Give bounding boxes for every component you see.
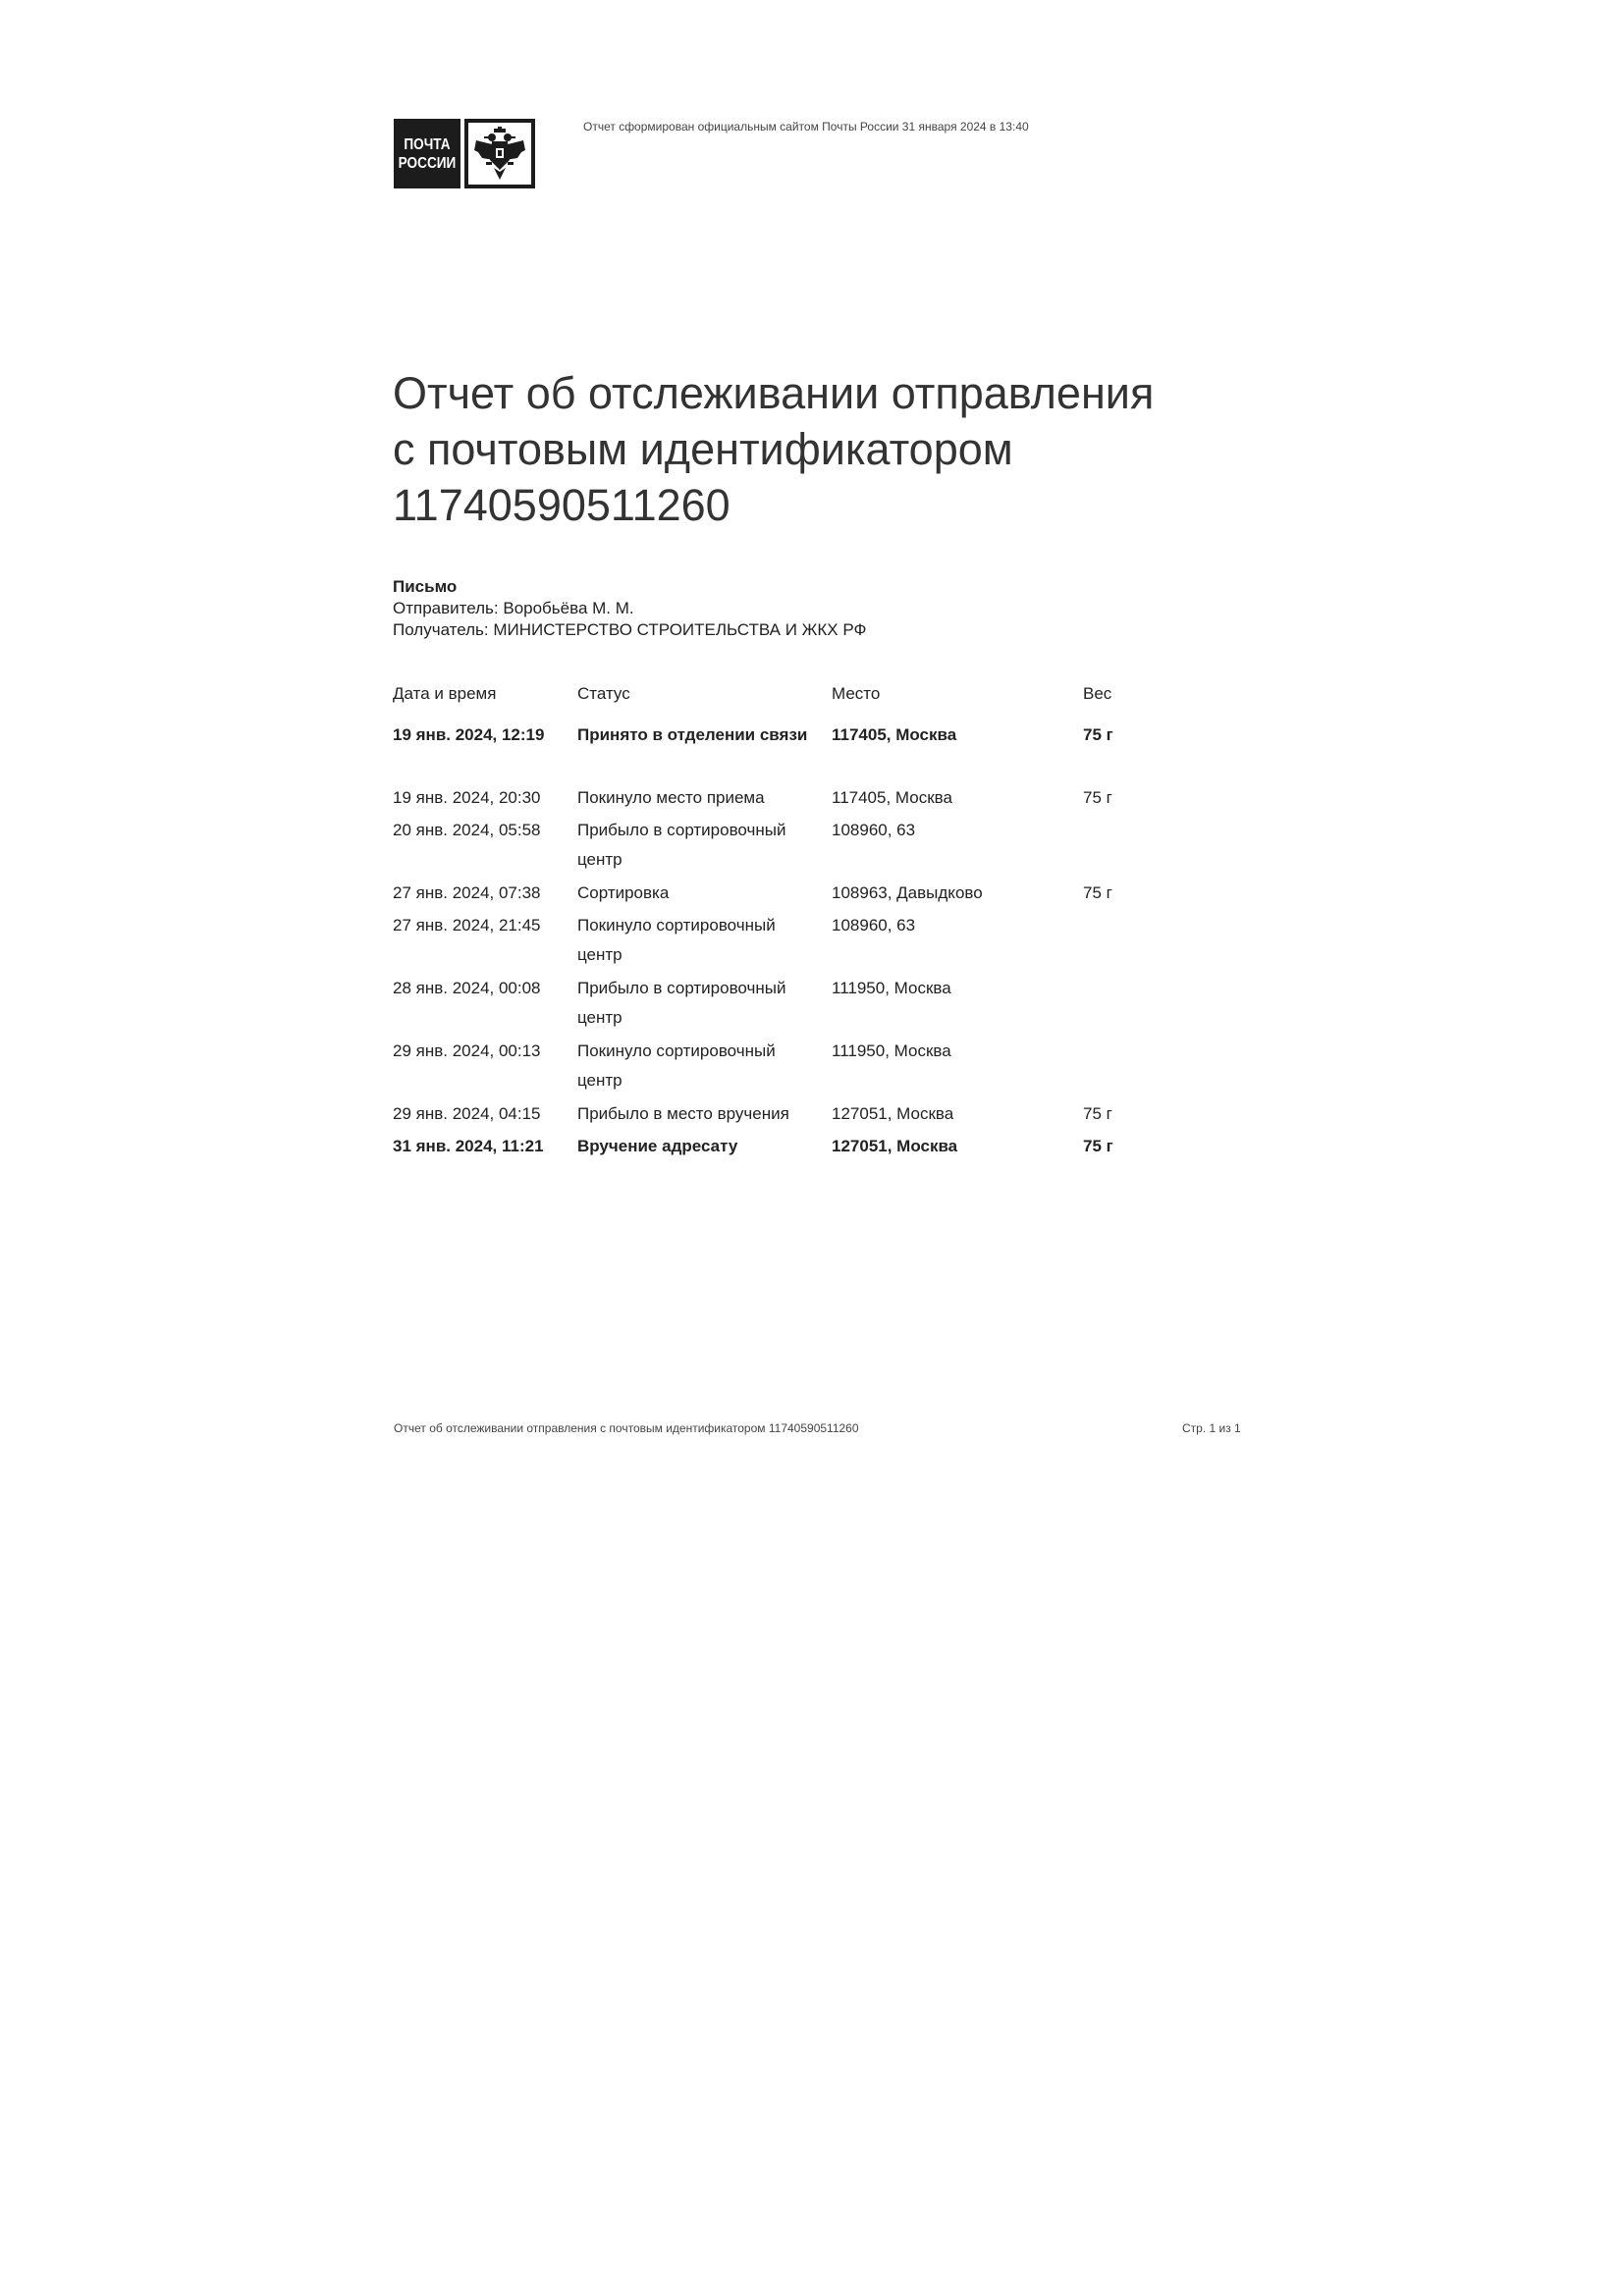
cell-date: 29 янв. 2024, 04:15 (393, 1104, 541, 1123)
cell-status: Прибыло в сортировочный центр (577, 979, 786, 1027)
eagle-emblem-icon (464, 119, 535, 188)
cell-status: Прибыло в место вручения (577, 1104, 789, 1123)
cell-date: 28 янв. 2024, 00:08 (393, 979, 541, 997)
logo-line-1: ПОЧТА (404, 135, 451, 153)
shipment-info (393, 576, 866, 641)
cell-weight: 75 г (1083, 725, 1113, 744)
table-row (393, 974, 1276, 1037)
cell-status: Сортировка (577, 883, 670, 902)
cell-place: 111950, Москва (832, 1041, 951, 1060)
logo-line-2: РОССИИ (398, 154, 457, 172)
table-row (393, 721, 1276, 783)
cell-date: 19 янв. 2024, 12:19 (393, 725, 545, 744)
cell-weight: 75 г (1083, 883, 1112, 902)
table-row (393, 1132, 1276, 1164)
cell-weight: 75 г (1083, 1104, 1112, 1123)
cell-status: Принято в отделении связи (577, 725, 808, 744)
table-row (393, 911, 1276, 974)
cell-status: Прибыло в сортировочный центр (577, 821, 786, 869)
cell-status: Покинуло сортировочный центр (577, 916, 776, 964)
cell-status: Покинуло сортировочный центр (577, 1041, 776, 1090)
cell-place: 117405, Москва (832, 725, 957, 744)
title-line-1: Отчет об отслеживании отправления (393, 368, 1155, 418)
cell-date: 29 янв. 2024, 00:13 (393, 1041, 541, 1060)
cell-place: 108960, 63 (832, 916, 916, 934)
shipment-type: Письмо (393, 577, 458, 596)
table-row (393, 816, 1276, 879)
table-row (393, 1099, 1276, 1132)
cell-place: 127051, Москва (832, 1137, 958, 1155)
cell-status: Вручение адресату (577, 1137, 738, 1155)
cell-date: 27 янв. 2024, 07:38 (393, 883, 541, 902)
title-line-2: с почтовым идентификатором (393, 424, 1013, 474)
cell-weight: 75 г (1083, 788, 1112, 807)
shipment-recipient: Получатель: МИНИСТЕРСТВО СТРОИТЕЛЬСТВА И ЖКХ РФ (393, 620, 867, 639)
cell-place: 108963, Давыдково (832, 883, 983, 902)
generated-note: Отчет сформирован официальным сайтом Почты России 31 января 2024 в 13:40 (583, 120, 1029, 133)
cell-place: 117405, Москва (832, 788, 952, 807)
cell-place: 127051, Москва (832, 1104, 954, 1123)
footer-page-number: Стр. 1 из 1 (1182, 1421, 1241, 1435)
cell-date: 31 янв. 2024, 11:21 (393, 1137, 544, 1155)
cell-date: 27 янв. 2024, 21:45 (393, 916, 541, 934)
table-row (393, 879, 1276, 911)
cell-place: 111950, Москва (832, 979, 951, 997)
cell-date: 20 янв. 2024, 05:58 (393, 821, 541, 839)
logo-wordmark (394, 119, 460, 188)
column-header-place: Место (832, 684, 881, 703)
column-header-weight: Вес (1083, 684, 1112, 703)
cell-place: 108960, 63 (832, 821, 916, 839)
table-header-row (393, 679, 1276, 721)
shipment-sender: Отправитель: Воробьёва М. М. (393, 599, 634, 617)
russian-post-logo (394, 119, 535, 188)
table-body (393, 721, 1276, 1164)
table-row (393, 783, 1276, 816)
footer-document-title: Отчет об отслеживании отправления с почтовым идентификатором 11740590511260 (394, 1421, 859, 1435)
page-title (393, 365, 1276, 533)
tracking-events-table (393, 679, 1276, 1164)
column-header-date: Дата и время (393, 684, 497, 703)
cell-date: 19 янв. 2024, 20:30 (393, 788, 541, 807)
tracking-number: 11740590511260 (393, 480, 730, 530)
table-row (393, 1037, 1276, 1099)
cell-weight: 75 г (1083, 1137, 1113, 1155)
column-header-status: Статус (577, 684, 630, 703)
cell-status: Покинуло место приема (577, 788, 765, 807)
